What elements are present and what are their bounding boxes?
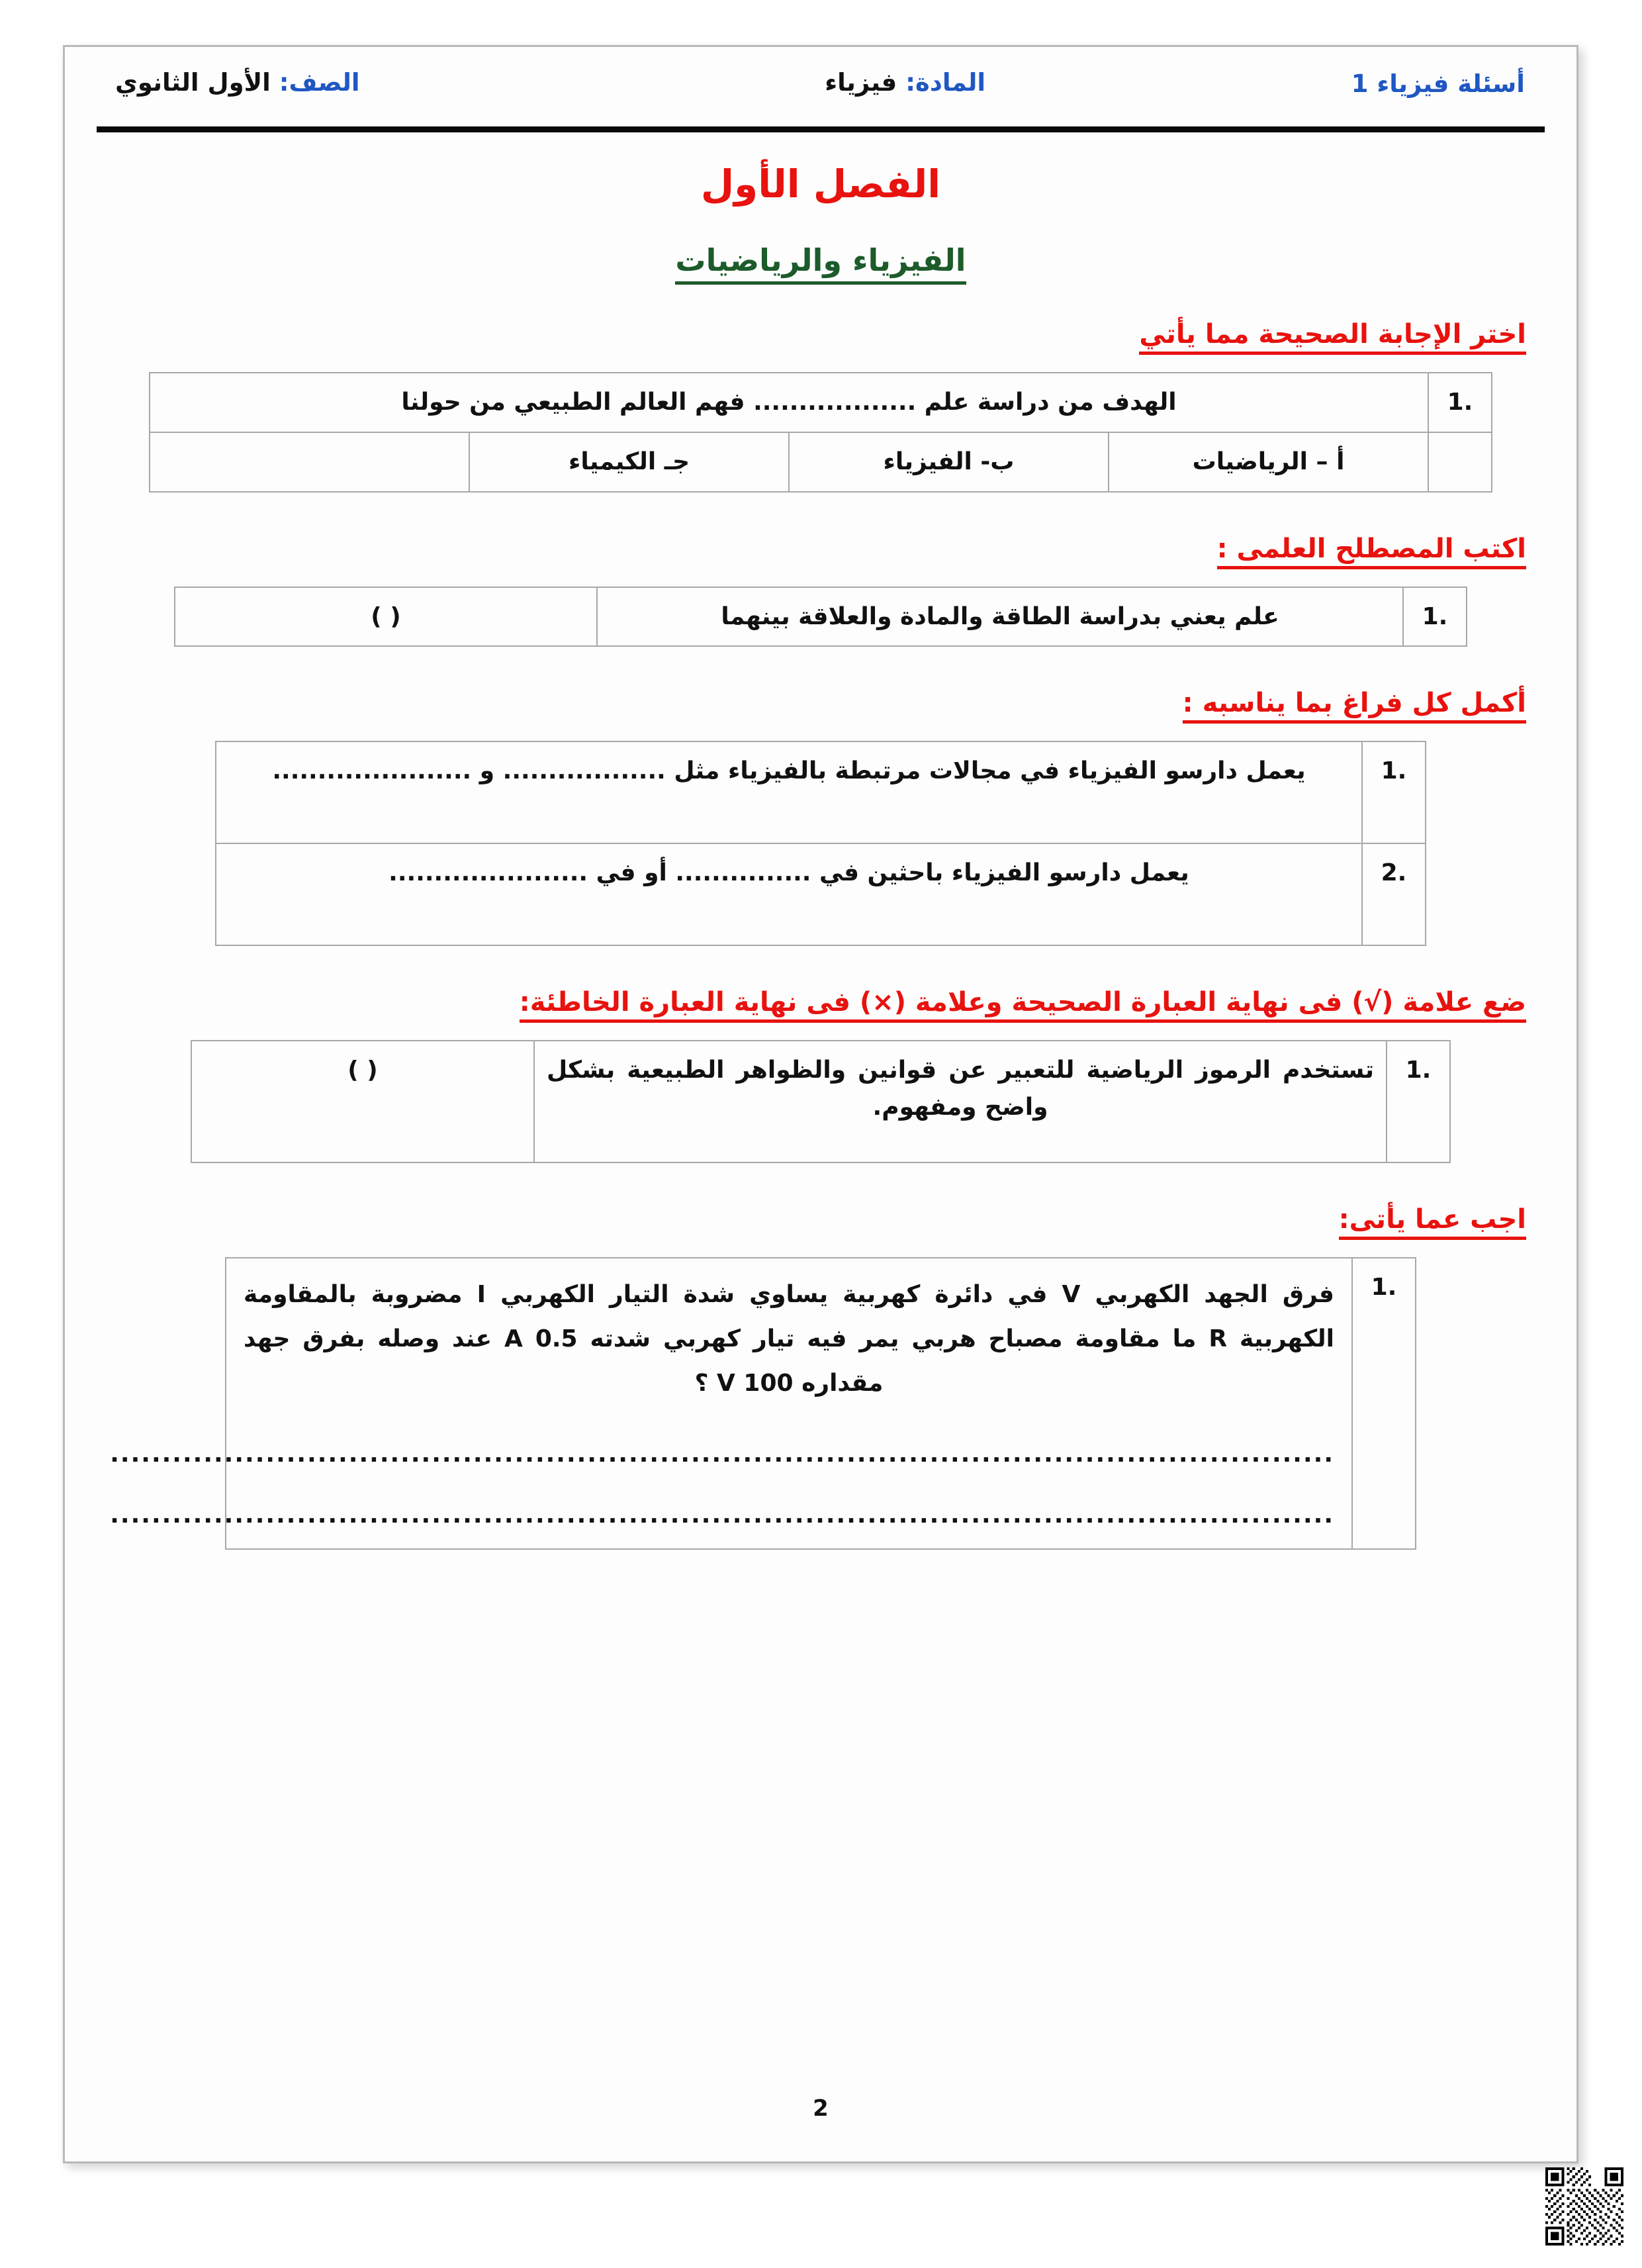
qr-code-icon bbox=[1545, 2167, 1623, 2245]
answer-question-cell bbox=[110, 1258, 1352, 1548]
answer-question-number: 1. bbox=[1352, 1258, 1416, 1548]
tf-question-text: تستخدم الرموز الرياضية للتعبير عن قوانين والظواهر الطبيعية بشكل واضح ومفهوم. bbox=[534, 1041, 1387, 1162]
header-subject-value: فيزياء bbox=[825, 68, 897, 97]
mcq-option-c[interactable]: جـ الكيمياء bbox=[469, 432, 789, 492]
answer-table bbox=[110, 1257, 1416, 1549]
table-row bbox=[226, 1258, 1416, 1548]
section-heading-term: اكتب المصطلح العلمى : bbox=[1217, 534, 1526, 569]
header-subject-label: المادة: bbox=[905, 68, 986, 97]
section-heading-fill-wrap bbox=[91, 688, 1526, 724]
mcq-option-d[interactable] bbox=[150, 432, 469, 492]
term-table bbox=[174, 587, 1467, 647]
mcq-question-number: 1. bbox=[1428, 373, 1492, 432]
section-heading-mcq-wrap bbox=[91, 319, 1526, 355]
term-question-number: 1. bbox=[1403, 587, 1467, 647]
header-grade bbox=[115, 70, 360, 97]
header-doc-label: أسئلة فيزياء 1 bbox=[1351, 70, 1525, 98]
fill-row2-number: 2. bbox=[1362, 843, 1426, 945]
mcq-option-a[interactable]: أ – الرياضيات bbox=[1109, 432, 1428, 492]
table-row bbox=[150, 373, 1492, 432]
section-heading-fill: أكمل كل فراغ بما يناسبه : bbox=[1183, 688, 1526, 724]
header-subject bbox=[825, 70, 985, 97]
term-answer-box[interactable]: ( ) bbox=[175, 587, 597, 647]
chapter-subtitle-wrap bbox=[91, 242, 1550, 278]
header-grade-value: الأول الثانوي bbox=[115, 68, 271, 97]
section-heading-truefalse-wrap bbox=[91, 987, 1526, 1023]
page-number: 2 bbox=[813, 2095, 829, 2122]
table-row bbox=[216, 843, 1426, 945]
fill-row2-text[interactable]: يعمل دارسو الفيزياء باحثين في ............... أو في ...................... bbox=[216, 843, 1362, 945]
page-header bbox=[91, 70, 1550, 120]
table-row bbox=[191, 1041, 1450, 1162]
section-heading-answer-wrap bbox=[91, 1204, 1526, 1240]
chapter-title: الفصل الأول bbox=[700, 162, 941, 207]
fill-table bbox=[215, 741, 1426, 946]
mcq-options-spacer bbox=[1428, 432, 1492, 492]
mcq-option-b[interactable]: ب- الفيزياء bbox=[789, 432, 1109, 492]
answer-blank-line-2[interactable]: ...................................................................................................................... bbox=[110, 1501, 1334, 1529]
term-question-text: علم يعني بدراسة الطاقة والمادة والعلاقة بينهما bbox=[597, 587, 1403, 647]
answer-blank-line-1[interactable]: ...................................................................................................................... bbox=[110, 1441, 1334, 1468]
header-grade-label: الصف: bbox=[279, 68, 360, 97]
table-row bbox=[216, 741, 1426, 843]
fill-row1-text[interactable]: يعمل دارسو الفيزياء في مجالات مرتبطة بالفيزياء مثل .................. و ...................... bbox=[216, 741, 1362, 843]
tf-question-number: 1. bbox=[1387, 1041, 1450, 1162]
mcq-question-text: الهدف من دراسة علم .................. فهم العالم الطبيعي من حولنا bbox=[150, 373, 1428, 432]
section-heading-truefalse: ضع علامة (√) فى نهاية العبارة الصحيحة وعلامة (×) فى نهاية العبارة الخاطئة: bbox=[520, 987, 1526, 1023]
section-heading-mcq: اختر الإجابة الصحيحة مما يأتي bbox=[1139, 319, 1526, 355]
section-heading-term-wrap bbox=[91, 534, 1526, 569]
answer-question-text: فرق الجهد الكهربي V في دائرة كهربية يساوي شدة التيار الكهربي I مضروبة بالمقاومة الكهربية R ما مقاومة مصباح هربي يمر فيه تيار كهربي شدته 0.5 A عند وصله بفرق جهد مقداره 100 V ؟ bbox=[244, 1281, 1335, 1397]
tf-answer-box[interactable]: ( ) bbox=[191, 1041, 534, 1162]
truefalse-table bbox=[191, 1040, 1451, 1163]
mcq-table bbox=[149, 372, 1492, 493]
worksheet-page bbox=[63, 45, 1578, 2163]
section-heading-answer: اجب عما يأتى: bbox=[1339, 1204, 1526, 1240]
table-row bbox=[175, 587, 1467, 647]
header-divider bbox=[97, 126, 1545, 132]
chapter-subtitle: الفيزياء والرياضيات bbox=[675, 242, 966, 285]
fill-row1-number: 1. bbox=[1362, 741, 1426, 843]
table-row bbox=[150, 432, 1492, 492]
page-content bbox=[91, 70, 1550, 2148]
